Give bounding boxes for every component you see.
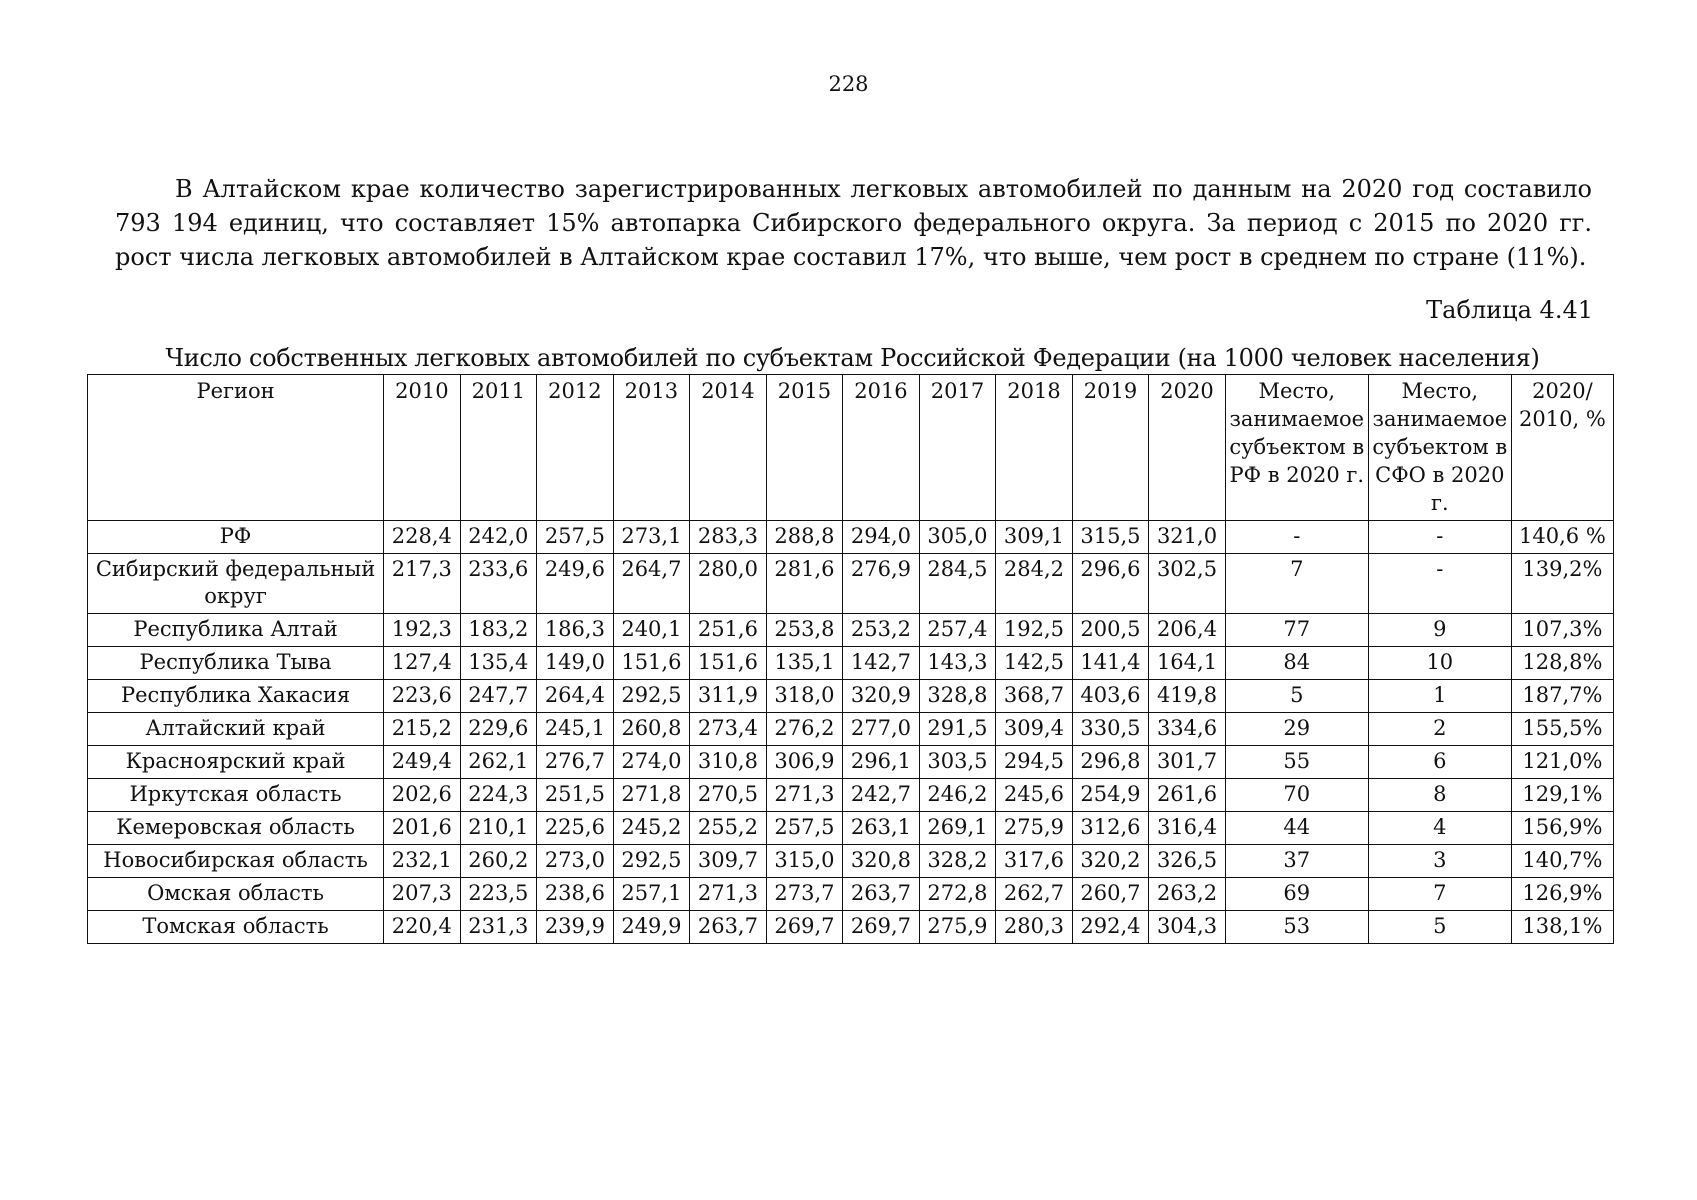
cell-value: 206,4	[1149, 614, 1226, 647]
cell-value: 225,6	[537, 812, 614, 845]
cell-rank-rf: 53	[1225, 911, 1368, 944]
cell-region: Томская область	[88, 911, 384, 944]
table-row	[88, 614, 1614, 647]
cell-value: 232,1	[384, 845, 461, 878]
table-row	[88, 779, 1614, 812]
header-year: 2010	[384, 375, 461, 521]
cell-value: 288,8	[766, 521, 843, 554]
cell-rank-rf: 84	[1225, 647, 1368, 680]
cell-region: Республика Хакасия	[88, 680, 384, 713]
cell-region: Омская область	[88, 878, 384, 911]
data-table	[87, 374, 1614, 944]
cell-value: 239,9	[537, 911, 614, 944]
header-year: 2020	[1149, 375, 1226, 521]
cell-value: 142,5	[996, 647, 1073, 680]
cell-value: 224,3	[460, 779, 537, 812]
cell-value: 274,0	[613, 746, 690, 779]
cell-value: 231,3	[460, 911, 537, 944]
cell-value: 403,6	[1072, 680, 1149, 713]
cell-value: 312,6	[1072, 812, 1149, 845]
cell-value: 269,7	[843, 911, 920, 944]
cell-region: РФ	[88, 521, 384, 554]
cell-rank-sfo: 10	[1368, 647, 1511, 680]
cell-region: Республика Алтай	[88, 614, 384, 647]
table-row	[88, 746, 1614, 779]
table-body	[88, 521, 1614, 944]
header-year: 2019	[1072, 375, 1149, 521]
cell-value: 294,5	[996, 746, 1073, 779]
cell-value: 261,6	[1149, 779, 1226, 812]
cell-value: 135,1	[766, 647, 843, 680]
cell-value: 271,8	[613, 779, 690, 812]
cell-region: Республика Тыва	[88, 647, 384, 680]
cell-value: 164,1	[1149, 647, 1226, 680]
table-row	[88, 812, 1614, 845]
cell-rank-sfo: 5	[1368, 911, 1511, 944]
cell-value: 306,9	[766, 746, 843, 779]
cell-value: 309,1	[996, 521, 1073, 554]
cell-value: 245,6	[996, 779, 1073, 812]
cell-value: 273,0	[537, 845, 614, 878]
cell-value: 368,7	[996, 680, 1073, 713]
cell-value: 270,5	[690, 779, 767, 812]
page-number: 228	[828, 72, 869, 96]
cell-ratio: 128,8%	[1511, 647, 1613, 680]
cell-value: 276,9	[843, 554, 920, 614]
cell-rank-rf: 70	[1225, 779, 1368, 812]
cell-value: 192,3	[384, 614, 461, 647]
cell-value: 200,5	[1072, 614, 1149, 647]
cell-value: 249,4	[384, 746, 461, 779]
cell-value: 142,7	[843, 647, 920, 680]
cell-value: 271,3	[690, 878, 767, 911]
cell-value: 223,5	[460, 878, 537, 911]
table-row	[88, 845, 1614, 878]
cell-rank-rf: -	[1225, 521, 1368, 554]
cell-value: 260,8	[613, 713, 690, 746]
table-header-row	[88, 375, 1614, 521]
cell-value: 328,8	[919, 680, 996, 713]
cell-value: 294,0	[843, 521, 920, 554]
cell-value: 292,5	[613, 680, 690, 713]
cell-ratio: 156,9%	[1511, 812, 1613, 845]
header-year: 2015	[766, 375, 843, 521]
cell-value: 276,7	[537, 746, 614, 779]
cell-value: 301,7	[1149, 746, 1226, 779]
cell-value: 277,0	[843, 713, 920, 746]
cell-value: 149,0	[537, 647, 614, 680]
cell-value: 260,2	[460, 845, 537, 878]
cell-value: 304,3	[1149, 911, 1226, 944]
cell-region: Сибирский федеральный округ	[88, 554, 384, 614]
cell-value: 302,5	[1149, 554, 1226, 614]
cell-value: 292,4	[1072, 911, 1149, 944]
cell-value: 276,2	[766, 713, 843, 746]
cell-value: 257,5	[537, 521, 614, 554]
cell-value: 330,5	[1072, 713, 1149, 746]
cell-value: 257,1	[613, 878, 690, 911]
table-row	[88, 680, 1614, 713]
cell-value: 210,1	[460, 812, 537, 845]
cell-value: 202,6	[384, 779, 461, 812]
cell-ratio: 138,1%	[1511, 911, 1613, 944]
cell-value: 316,4	[1149, 812, 1226, 845]
cell-value: 245,2	[613, 812, 690, 845]
cell-value: 320,9	[843, 680, 920, 713]
cell-value: 242,0	[460, 521, 537, 554]
cell-value: 264,4	[537, 680, 614, 713]
cell-rank-rf: 44	[1225, 812, 1368, 845]
cell-value: 273,4	[690, 713, 767, 746]
cell-rank-sfo: 2	[1368, 713, 1511, 746]
body-paragraph: В Алтайском крае количество зарегистрированных легковых автомобилей по данным на 2020 год составило 793 194 единиц, что составляет 15% автопарка Сибирского федерального округа. За период с 2015 по 2020 гг. рост числа легковых автомобилей в Алтайском крае составил 17%, что выше, чем рост в среднем по стране (11%).	[115, 175, 1592, 271]
table-row	[88, 554, 1614, 614]
cell-value: 315,0	[766, 845, 843, 878]
cell-value: 201,6	[384, 812, 461, 845]
cell-value: 273,1	[613, 521, 690, 554]
cell-value: 262,1	[460, 746, 537, 779]
cell-value: 334,6	[1149, 713, 1226, 746]
cell-value: 269,1	[919, 812, 996, 845]
cell-region: Алтайский край	[88, 713, 384, 746]
cell-value: 249,9	[613, 911, 690, 944]
table-caption: Число собственных легковых автомобилей по субъектам Российской Федерации (на 1000 человек населения)	[165, 344, 1540, 372]
cell-value: 311,9	[690, 680, 767, 713]
cell-value: 215,2	[384, 713, 461, 746]
cell-ratio: 139,2%	[1511, 554, 1613, 614]
cell-value: 272,8	[919, 878, 996, 911]
cell-value: 238,6	[537, 878, 614, 911]
cell-region: Новосибирская область	[88, 845, 384, 878]
cell-rank-rf: 55	[1225, 746, 1368, 779]
cell-value: 263,7	[843, 878, 920, 911]
cell-value: 186,3	[537, 614, 614, 647]
cell-ratio: 140,7%	[1511, 845, 1613, 878]
cell-value: 284,2	[996, 554, 1073, 614]
cell-value: 257,4	[919, 614, 996, 647]
cell-ratio: 155,5%	[1511, 713, 1613, 746]
header-region: Регион	[88, 375, 384, 521]
cell-rank-rf: 7	[1225, 554, 1368, 614]
cell-value: 247,7	[460, 680, 537, 713]
cell-rank-sfo: 6	[1368, 746, 1511, 779]
cell-value: 320,8	[843, 845, 920, 878]
cell-value: 135,4	[460, 647, 537, 680]
cell-value: 192,5	[996, 614, 1073, 647]
header-year: 2011	[460, 375, 537, 521]
header-year: 2018	[996, 375, 1073, 521]
cell-value: 275,9	[919, 911, 996, 944]
cell-rank-rf: 5	[1225, 680, 1368, 713]
cell-value: 143,3	[919, 647, 996, 680]
cell-rank-sfo: 8	[1368, 779, 1511, 812]
cell-rank-rf: 29	[1225, 713, 1368, 746]
cell-value: 283,3	[690, 521, 767, 554]
cell-ratio: 140,6 %	[1511, 521, 1613, 554]
cell-value: 254,9	[1072, 779, 1149, 812]
header-year: 2014	[690, 375, 767, 521]
cell-value: 303,5	[919, 746, 996, 779]
cell-rank-rf: 37	[1225, 845, 1368, 878]
cell-value: 269,7	[766, 911, 843, 944]
cell-value: 242,7	[843, 779, 920, 812]
cell-value: 281,6	[766, 554, 843, 614]
cell-value: 253,2	[843, 614, 920, 647]
cell-value: 255,2	[690, 812, 767, 845]
cell-value: 246,2	[919, 779, 996, 812]
cell-ratio: 129,1%	[1511, 779, 1613, 812]
table-number: Таблица 4.41	[1426, 296, 1593, 324]
header-year: 2012	[537, 375, 614, 521]
cell-value: 328,2	[919, 845, 996, 878]
cell-value: 326,5	[1149, 845, 1226, 878]
cell-value: 257,5	[766, 812, 843, 845]
cell-ratio: 121,0%	[1511, 746, 1613, 779]
cell-ratio: 126,9%	[1511, 878, 1613, 911]
cell-value: 419,8	[1149, 680, 1226, 713]
cell-value: 141,4	[1072, 647, 1149, 680]
cell-rank-rf: 69	[1225, 878, 1368, 911]
cell-value: 280,3	[996, 911, 1073, 944]
cell-value: 228,4	[384, 521, 461, 554]
cell-ratio: 187,7%	[1511, 680, 1613, 713]
header-year: 2013	[613, 375, 690, 521]
cell-value: 151,6	[690, 647, 767, 680]
cell-value: 127,4	[384, 647, 461, 680]
cell-value: 249,6	[537, 554, 614, 614]
cell-value: 296,1	[843, 746, 920, 779]
cell-value: 245,1	[537, 713, 614, 746]
cell-value: 317,6	[996, 845, 1073, 878]
cell-value: 263,1	[843, 812, 920, 845]
cell-rank-sfo: 7	[1368, 878, 1511, 911]
table-row	[88, 647, 1614, 680]
cell-ratio: 107,3%	[1511, 614, 1613, 647]
cell-value: 309,4	[996, 713, 1073, 746]
cell-region: Красноярский край	[88, 746, 384, 779]
cell-rank-sfo: 3	[1368, 845, 1511, 878]
cell-value: 262,7	[996, 878, 1073, 911]
cell-value: 292,5	[613, 845, 690, 878]
cell-value: 305,0	[919, 521, 996, 554]
cell-region: Кемеровская область	[88, 812, 384, 845]
cell-value: 251,6	[690, 614, 767, 647]
table-row	[88, 878, 1614, 911]
cell-value: 315,5	[1072, 521, 1149, 554]
table-row	[88, 521, 1614, 554]
cell-value: 251,5	[537, 779, 614, 812]
cell-value: 296,8	[1072, 746, 1149, 779]
cell-region: Иркутская область	[88, 779, 384, 812]
cell-value: 207,3	[384, 878, 461, 911]
cell-value: 253,8	[766, 614, 843, 647]
cell-value: 183,2	[460, 614, 537, 647]
cell-value: 264,7	[613, 554, 690, 614]
cell-value: 217,3	[384, 554, 461, 614]
header-rank-rf: Место, занимаемое субъектом в РФ в 2020 г.	[1225, 375, 1368, 521]
cell-rank-sfo: 1	[1368, 680, 1511, 713]
cell-value: 240,1	[613, 614, 690, 647]
header-ratio: 2020/ 2010, %	[1511, 375, 1613, 521]
cell-rank-sfo: 9	[1368, 614, 1511, 647]
cell-value: 320,2	[1072, 845, 1149, 878]
cell-value: 220,4	[384, 911, 461, 944]
cell-value: 260,7	[1072, 878, 1149, 911]
table-row	[88, 713, 1614, 746]
cell-value: 318,0	[766, 680, 843, 713]
header-year: 2017	[919, 375, 996, 521]
cell-value: 263,7	[690, 911, 767, 944]
cell-rank-sfo: -	[1368, 521, 1511, 554]
cell-value: 233,6	[460, 554, 537, 614]
cell-value: 291,5	[919, 713, 996, 746]
cell-rank-sfo: 4	[1368, 812, 1511, 845]
cell-value: 280,0	[690, 554, 767, 614]
cell-value: 273,7	[766, 878, 843, 911]
cell-value: 296,6	[1072, 554, 1149, 614]
cell-value: 263,2	[1149, 878, 1226, 911]
cell-value: 309,7	[690, 845, 767, 878]
cell-value: 229,6	[460, 713, 537, 746]
cell-value: 271,3	[766, 779, 843, 812]
cell-value: 151,6	[613, 647, 690, 680]
cell-value: 223,6	[384, 680, 461, 713]
cell-value: 284,5	[919, 554, 996, 614]
cell-value: 275,9	[996, 812, 1073, 845]
table-row	[88, 911, 1614, 944]
cell-value: 310,8	[690, 746, 767, 779]
header-rank-sfo: Место, занимаемое субъектом в СФО в 2020 г.	[1368, 375, 1511, 521]
cell-value: 321,0	[1149, 521, 1226, 554]
cell-rank-rf: 77	[1225, 614, 1368, 647]
cell-rank-sfo: -	[1368, 554, 1511, 614]
header-year: 2016	[843, 375, 920, 521]
